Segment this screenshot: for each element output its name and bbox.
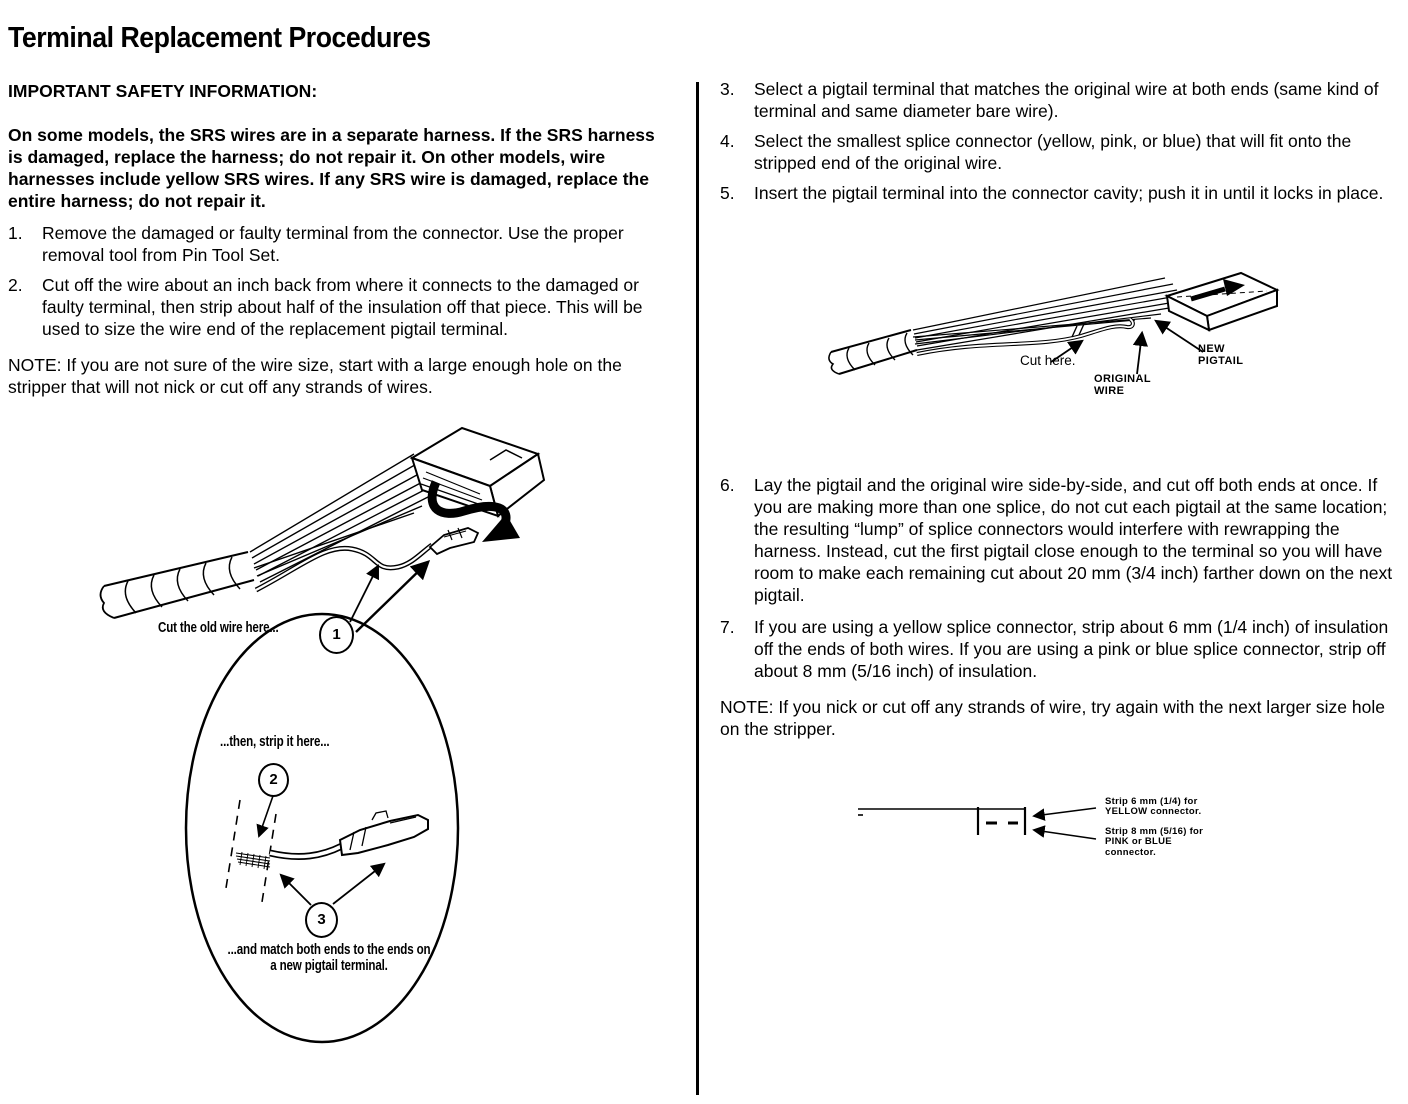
step-4 — [720, 130, 1395, 174]
strip-detail — [226, 793, 428, 905]
step-3 — [720, 78, 1395, 122]
label-strip-here: ...then, strip it here... — [220, 733, 330, 750]
harness-tape — [101, 552, 255, 618]
figure-new-pigtail — [720, 212, 1395, 462]
label-cut-here: Cut here. — [1020, 353, 1076, 368]
figure-strip-lengths — [720, 758, 1395, 873]
safety-paragraph: On some models, the SRS wires are in a separate harness. If the SRS harness is damaged, replace the harness; do not repair it. On other models, wire harnesses include yellow SRS wires. If any SRS wire is damaged, replace the entire harness; do not repair it. — [8, 125, 655, 211]
step-6 — [720, 474, 1395, 606]
step-5 — [720, 182, 1395, 204]
pigtail-illustration — [825, 266, 1305, 411]
step-number: 7. — [720, 617, 735, 637]
strip-illustration — [850, 787, 1300, 882]
harness-tape — [829, 330, 917, 374]
right-column — [720, 78, 1395, 873]
step-number: 2. — [8, 275, 23, 295]
label-strip-pink-blue: Strip 8 mm (5/16) for PINK or BLUE connector. — [1105, 825, 1204, 858]
step-number: 3. — [720, 79, 735, 99]
step-text: Cut off the wire about an inch back from where it connects to the damaged or faulty terminal, then strip about half of the insulation off that piece. This will be used to size the wire end of the replacement pigtail terminal. — [42, 275, 643, 339]
step-text: Lay the pigtail and the original wire side-by-side, and cut off both ends at once. If you are making more than one splice, do not cut each pigtail at the same location; the resulting “lump” of splice connectors would interfere with rewrapping the harness. Instead, cut the first pigtail close enough to the terminal so you will have room to make each remaining cut about 20 mm (3/4 inch) farther down on the next pigtail. — [754, 475, 1393, 605]
page-title: Terminal Replacement Procedures — [8, 22, 431, 55]
step-number: 1. — [8, 223, 23, 243]
step-text: Select the smallest splice connector (yellow, pink, or blue) that will fit onto the stripped end of the original wire. — [754, 131, 1352, 173]
note-stripper: NOTE: If you nick or cut off any strands of wire, try again with the next larger size hole on the stripper. — [720, 697, 1385, 739]
column-divider — [696, 82, 699, 1095]
callout-2: 2 — [258, 763, 289, 797]
safety-heading: IMPORTANT SAFETY INFORMATION: — [8, 81, 318, 101]
step-1 — [8, 222, 670, 266]
step-text: If you are using a yellow splice connector, strip about 6 mm (1/4 inch) of insulation off the ends of both wires. If you are using a pink or blue splice connector, strip off about 8 mm (5/16 inch) of insulation. — [754, 617, 1389, 681]
note-wire-size: NOTE: If you are not sure of the wire size, start with a large enough hole on the stripper that will not nick or cut off any strands of wires. — [8, 355, 622, 397]
step-text: Remove the damaged or faulty terminal from the connector. Use the proper removal tool from Pin Tool Set. — [42, 223, 624, 265]
callout-1: 1 — [319, 616, 354, 654]
wire-diagram — [858, 807, 1096, 839]
label-original-wire: ORIGINAL WIRE — [1094, 373, 1151, 397]
label-match-ends: ...and match both ends to the ends on a new pigtail terminal. — [227, 941, 431, 974]
step-2 — [8, 274, 670, 340]
step-number: 6. — [720, 475, 735, 495]
wire-fan — [913, 278, 1177, 350]
step-text: Select a pigtail terminal that matches the original wire at both ends (same kind of terminal and same diameter bare wire). — [754, 79, 1379, 121]
left-column — [8, 80, 670, 1076]
step-number: 4. — [720, 131, 735, 151]
label-strip-yellow: Strip 6 mm (1/4) for YELLOW connector. — [1105, 795, 1202, 817]
callout-arrows — [350, 562, 428, 632]
figure-harness-cut-strip — [8, 416, 670, 1076]
label-cut-old-wire: Cut the old wire here... — [158, 619, 279, 636]
label-new-pigtail: NEW PIGTAIL — [1198, 343, 1244, 367]
step-text: Insert the pigtail terminal into the connector cavity; push it in until it locks in place. — [754, 183, 1384, 203]
connector-body — [1167, 273, 1277, 330]
step-7 — [720, 616, 1395, 682]
step-number: 5. — [720, 183, 735, 203]
harness-illustration — [90, 416, 610, 1076]
callout-3: 3 — [305, 902, 338, 938]
